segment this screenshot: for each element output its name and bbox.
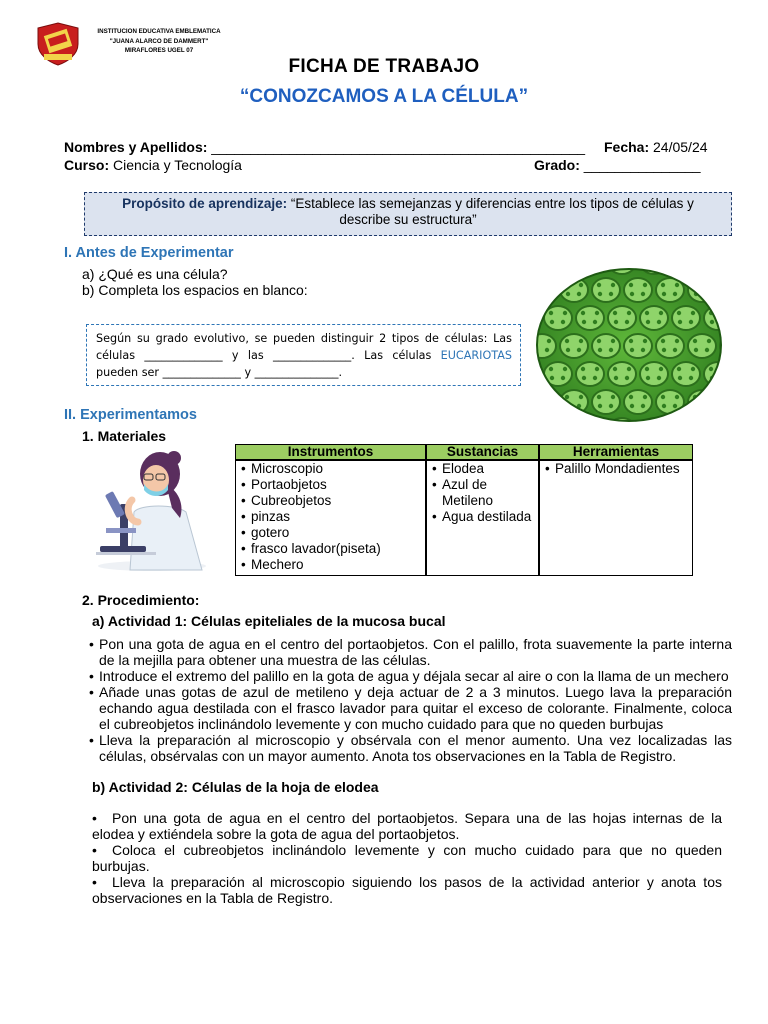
chloroplast (598, 348, 602, 352)
chloroplast (661, 283, 665, 287)
herramientas-list (545, 461, 690, 477)
chloroplast (561, 320, 565, 324)
chloroplast (561, 376, 565, 380)
chloroplast (597, 339, 601, 343)
chloroplast (705, 404, 709, 408)
plant-cell (576, 418, 604, 422)
section-2-title: II. Experimentamos (64, 407, 197, 423)
plant-cell (592, 278, 620, 302)
activity-1-steps (89, 636, 732, 764)
purpose-label: Propósito de aprendizaje: (122, 196, 288, 211)
plant-cell (576, 362, 604, 386)
names-label: Nombres y Apellidos: (64, 139, 208, 155)
step-text: Introduce el extremo del palillo en la gota de agua y déjala secar al aire o con la llama de un mechero (99, 668, 729, 684)
chloroplast (627, 311, 631, 315)
plant-cell (640, 306, 668, 330)
herramientas-cell (539, 460, 693, 576)
chloroplast (614, 320, 618, 324)
step-text: Pon una gota de agua en el centro del portaobjetos. Separa una de las hojas internas de la elodea y extiéndela sobre la gota de agua del portaobjetos. (92, 810, 722, 842)
activity-2-step: • Coloca el cubreobjetos inclinándolo levemente y con mucho cuidado para que no queden burbujas. (92, 842, 722, 874)
chloroplast (661, 339, 665, 343)
chloroplast (545, 404, 549, 408)
chloroplast (630, 292, 634, 296)
plant-cell (624, 278, 652, 302)
chloroplast (595, 311, 599, 315)
plant-cell (576, 306, 604, 330)
activity-2-step: • Lleva la preparación al microscopio siguiendo los pasos de la actividad anterior y anota tos observaciones en la Tabla de Registro. (92, 874, 722, 906)
eucariotas-highlight: EUCARIOTAS (440, 349, 512, 362)
chloroplast (707, 339, 711, 343)
plant-cell (656, 334, 684, 358)
plant-cell (720, 278, 722, 302)
plant-cell (624, 390, 652, 414)
chloroplast (657, 320, 661, 324)
chloroplast (694, 404, 698, 408)
chloroplast (613, 311, 617, 315)
plant-cell (544, 268, 572, 274)
course-label: Curso: (64, 157, 110, 173)
chloroplast (707, 395, 711, 399)
chloroplast (689, 320, 693, 324)
chloroplast (691, 367, 695, 371)
chloroplast (563, 311, 567, 315)
chloroplast (675, 395, 679, 399)
chloroplast (582, 376, 586, 380)
names-blank[interactable]: ________________________________________________ (211, 139, 586, 155)
chloroplast (641, 348, 645, 352)
chloroplast (677, 367, 681, 371)
chloroplast (597, 283, 601, 287)
plant-cell (536, 278, 556, 302)
list-item: • Palillo Mondadientes (545, 461, 690, 477)
activity-2-steps (92, 810, 722, 906)
chloroplast (614, 376, 618, 380)
chloroplast (630, 348, 634, 352)
chloroplast (609, 292, 613, 296)
plant-cell (640, 362, 668, 386)
chloroplast (611, 339, 615, 343)
chloroplast (662, 292, 666, 296)
chloroplast (550, 376, 554, 380)
chloroplast (629, 395, 633, 399)
instrumentos-cell (235, 460, 426, 576)
chloroplast (721, 320, 722, 324)
activity-1-step: • Añade unas gotas de azul de metileno y deja actuar de 2 a 3 minutos. Luego lava la preparación echando agua destilada con el frasco lavador para quitar el exceso de colorante. Finalmente, coloca el cubreobjetos inclinándolo levemente y con mucho cuidado para que no queden burbujas (89, 684, 732, 732)
step-text: Añade unas gotas de azul de metileno y deja actuar de 2 a 3 minutos. Luego lava la preparación echando agua destilada con el frasco lavador para quitar el exceso de colorante. Finalmente, coloca el cubreobjetos inclinándolo levemente y con mucho cuidado para que no queden burbujas (99, 684, 732, 732)
date-label: Fecha: (604, 139, 650, 155)
chloroplast (709, 367, 713, 371)
chloroplast (673, 292, 677, 296)
scientist-illustration (94, 448, 212, 572)
chloroplast (662, 404, 666, 408)
chloroplast (645, 367, 649, 371)
grade-blank[interactable]: _______________ (583, 157, 701, 173)
header-instrumentos: Instrumentos (235, 444, 426, 460)
chloroplast (609, 404, 613, 408)
course-row (64, 157, 242, 173)
chloroplast (547, 395, 551, 399)
chloroplast (579, 339, 583, 343)
chloroplast (566, 404, 570, 408)
activity-1-step: • Introduce el extremo del palillo en la gota de agua y déjala secar al aire o con la llama de un mechero (89, 668, 729, 684)
chloroplast (677, 311, 681, 315)
chloroplast (593, 376, 597, 380)
plant-cell (704, 306, 722, 330)
chloroplast (641, 404, 645, 408)
chloroplast (547, 339, 551, 343)
activity-1-step: • Pon una gota de agua en el centro del portaobjetos. Con el palillo, frota suavemente la parte interna de la mejilla para obtener una muestra de las células. (89, 636, 732, 668)
list-item: • Mechero (241, 557, 423, 573)
instrumentos-list (241, 461, 423, 573)
list-item: • Agua destilada (432, 509, 536, 525)
chloroplast (595, 367, 599, 371)
chloroplast (678, 376, 682, 380)
chloroplast (629, 339, 633, 343)
fill-in-box (86, 324, 521, 386)
chloroplast (678, 320, 682, 324)
list-item: • Azul de Metileno (432, 477, 536, 509)
chloroplast (693, 283, 697, 287)
chloroplast (645, 311, 649, 315)
chloroplast (579, 283, 583, 287)
chloroplast (643, 339, 647, 343)
names-row (64, 139, 585, 155)
chloroplast (629, 283, 633, 287)
list-item: • Portaobjetos (241, 477, 423, 493)
list-item: • gotero (241, 525, 423, 541)
school-line-2: "JUANA ALARCO DE DAMMERT" (109, 37, 209, 45)
step-text: Lleva la preparación al microscopio siguiendo los pasos de la actividad anterior y anota tos observaciones en la Tabla de Registro. (92, 874, 722, 906)
list-item: • Cubreobjetos (241, 493, 423, 509)
header-herramientas: Herramientas (539, 444, 693, 460)
chloroplast (598, 292, 602, 296)
chloroplast (611, 283, 615, 287)
plant-cell (560, 334, 588, 358)
procedure-title: 2. Procedimiento: (82, 592, 200, 608)
chloroplast (579, 395, 583, 399)
step-text: Pon una gota de agua en el centro del portaobjetos. Con el palillo, frota suavemente la parte interna de la mejilla para obtener una muestra de las células. (99, 636, 732, 668)
chloroplast (565, 395, 569, 399)
chloroplast (581, 311, 585, 315)
chloroplast (593, 320, 597, 324)
grade-label: Grado: (534, 157, 580, 173)
chloroplast (659, 367, 663, 371)
plant-cell (544, 418, 572, 422)
fill-in-text-1: Según su grado evolutivo, se pueden distinguir 2 tipos de células: Las células ______________ y las ______________. Las células (96, 332, 512, 362)
chloroplast (563, 367, 567, 371)
plant-cell (704, 418, 722, 422)
chloroplast (630, 404, 634, 408)
chloroplast (625, 376, 629, 380)
date-row (604, 139, 708, 155)
plant-cell (704, 268, 722, 274)
chloroplast (547, 283, 551, 287)
course-value: Ciencia y Tecnología (113, 157, 242, 173)
chloroplast (710, 320, 714, 324)
plant-cell (720, 390, 722, 414)
date-value: 24/05/24 (653, 139, 708, 155)
plant-cell (536, 268, 540, 274)
sustancias-cell (426, 460, 539, 576)
chloroplast (641, 292, 645, 296)
chloroplast (643, 395, 647, 399)
chloroplast (545, 348, 549, 352)
chloroplast (565, 339, 569, 343)
grade-row (534, 157, 701, 173)
chloroplast (550, 320, 554, 324)
plant-cell (624, 334, 652, 358)
activity-2-title: b) Actividad 2: Células de la hoja de elodea (92, 779, 379, 795)
question-b: b) Completa los espacios en blanco: (82, 282, 308, 298)
chloroplast (659, 311, 663, 315)
plant-cell (592, 334, 620, 358)
purpose-text: “Establece las semejanzas y diferencias entre los tipos de células y describe su estructura” (290, 196, 694, 227)
section-1-title: I. Antes de Experimentar (64, 245, 234, 261)
sustancias-list (432, 461, 536, 525)
question-a: a) ¿Qué es una célula? (82, 266, 228, 282)
step-text: Coloca el cubreobjetos inclinándolo levemente y con mucho cuidado para que no queden burbujas. (92, 842, 722, 874)
chloroplast (673, 404, 677, 408)
plant-cell (688, 334, 716, 358)
plant-cell (592, 390, 620, 414)
plant-cell (672, 268, 700, 274)
plant-cell (688, 390, 716, 414)
chloroplast (691, 311, 695, 315)
plant-cell (672, 418, 700, 422)
step-text: Lleva la preparación al microscopio y obsérvala con el menor aumento. Una vez localizadas las células, obsérvalas con un mayor aumento. Anota tos observaciones en la Tabla de Registro. (99, 732, 732, 764)
chloroplast (536, 283, 537, 287)
chloroplast (643, 283, 647, 287)
activity-1-step: • Lleva la preparación al microscopio y obsérvala con el menor aumento. Una vez localizadas las células, obsérvalas con un mayor aumento. Anota tos observaciones en la Tabla de Registro. (89, 732, 732, 764)
list-item: • Elodea (432, 461, 536, 477)
plant-cell (536, 334, 556, 358)
materials-table (235, 444, 693, 576)
chloroplast (705, 348, 709, 352)
chloroplast (597, 395, 601, 399)
chloroplast (581, 367, 585, 371)
chloroplast (536, 292, 538, 296)
plant-cell (672, 306, 700, 330)
chloroplast (675, 339, 679, 343)
chloroplast (694, 348, 698, 352)
page-subtitle: “CONOZCAMOS A LA CÉLULA” (239, 86, 529, 107)
chloroplast (536, 404, 538, 408)
chloroplast (577, 348, 581, 352)
activity-1-title: a) Actividad 1: Células epiteliales de la mucosa bucal (92, 613, 446, 629)
list-item: • pinzas (241, 509, 423, 525)
plant-cells-image (536, 268, 722, 422)
plant-cell (608, 362, 636, 386)
chloroplast (549, 311, 553, 315)
chloroplast (721, 376, 722, 380)
chloroplast (536, 395, 537, 399)
page-title: FICHA DE TRABAJO (288, 56, 480, 77)
chloroplast (675, 283, 679, 287)
chloroplast (609, 348, 613, 352)
list-item: • frasco lavador(piseta) (241, 541, 423, 557)
chloroplast (598, 404, 602, 408)
chloroplast (689, 376, 693, 380)
chloroplast (673, 348, 677, 352)
purpose-box (84, 192, 732, 236)
school-line-1: INSTITUCION EDUCATIVA EMBLEMATICA (97, 28, 221, 35)
header-sustancias: Sustancias (426, 444, 539, 460)
list-item: • Microscopio (241, 461, 423, 477)
chloroplast (566, 348, 570, 352)
chloroplast (611, 395, 615, 399)
materials-title: 1. Materiales (82, 428, 167, 444)
chloroplast (646, 376, 650, 380)
chloroplast (661, 395, 665, 399)
chloroplast (549, 367, 553, 371)
chloroplast (662, 348, 666, 352)
plant-cell (608, 306, 636, 330)
chloroplast (627, 367, 631, 371)
school-line-3: MIRAFLORES UGEL 07 (124, 47, 194, 54)
chloroplast (707, 283, 711, 287)
fill-in-text-2: pueden ser ______________ y _______________. (96, 366, 343, 379)
chloroplast (625, 320, 629, 324)
chloroplast (646, 320, 650, 324)
chloroplast (705, 292, 709, 296)
chloroplast (657, 376, 661, 380)
chloroplast (577, 292, 581, 296)
activity-2-step: • Pon una gota de agua en el centro del portaobjetos. Separa una de las hojas internas de la elodea y extiéndela sobre la gota de agua del portaobjetos. (92, 810, 722, 842)
plant-cell (536, 390, 556, 414)
school-name (94, 27, 224, 56)
plant-cell (672, 362, 700, 386)
chloroplast (545, 292, 549, 296)
chloroplast (566, 292, 570, 296)
chloroplast (613, 367, 617, 371)
plant-cell (656, 390, 684, 414)
plant-cell (536, 418, 540, 422)
chloroplast (582, 320, 586, 324)
chloroplast (693, 339, 697, 343)
